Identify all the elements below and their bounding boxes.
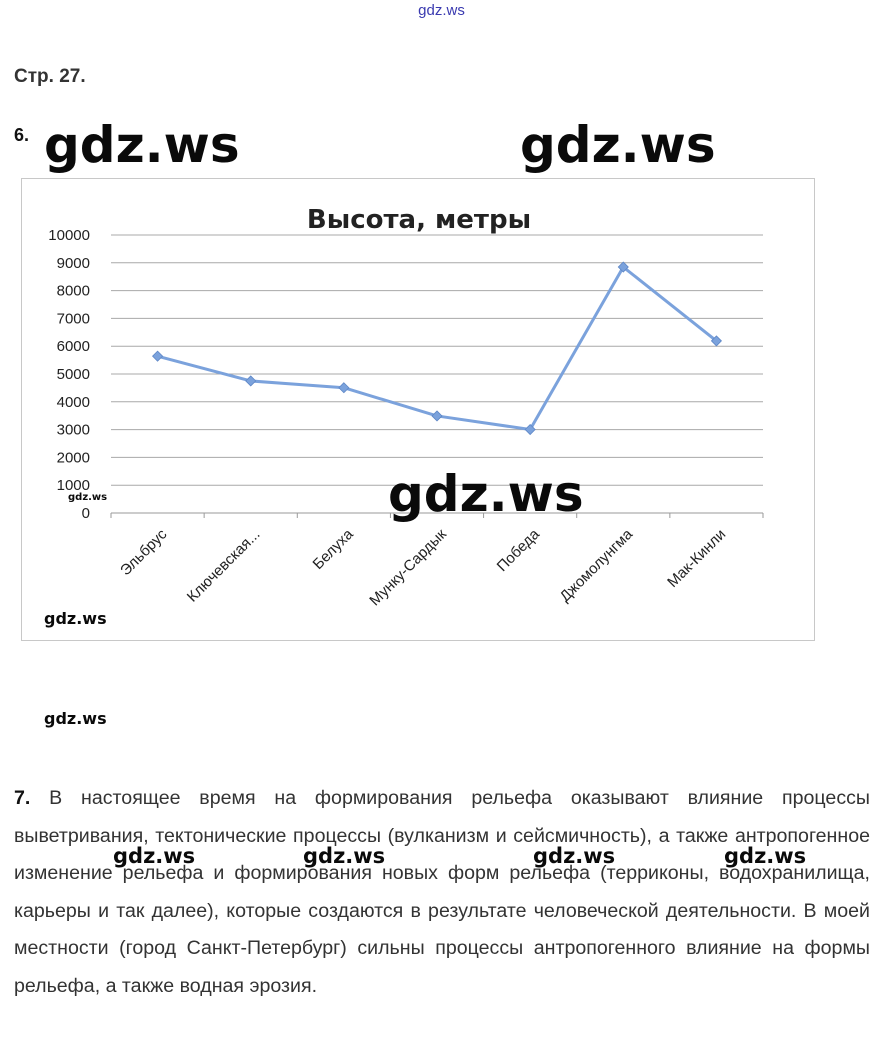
y-tick-label: 9000	[56, 254, 90, 272]
y-tick-label: 7000	[56, 310, 90, 328]
watermark-big-left: gdz.ws	[44, 116, 240, 174]
x-axis-categories	[117, 525, 729, 609]
y-tick-label: 2000	[56, 449, 90, 467]
watermark-row-4: gdz.ws	[724, 844, 807, 868]
task-7-paragraph	[14, 780, 870, 1005]
x-category-label: Эльбрус	[117, 525, 171, 580]
x-category-label: Мак-Кинли	[664, 525, 730, 591]
header-watermark: gdz.ws	[418, 2, 465, 19]
watermark-small-axis: gdz.ws	[68, 492, 108, 503]
series-line	[158, 267, 717, 429]
line-chart	[22, 179, 814, 640]
watermark-big-center: gdz.ws	[388, 465, 584, 523]
x-category-label: Победа	[493, 525, 543, 576]
y-tick-label: 10000	[48, 227, 90, 244]
watermark-row-3: gdz.ws	[533, 844, 616, 868]
series-layer	[153, 262, 722, 434]
y-tick-label: 8000	[56, 282, 90, 300]
y-tick-label: 1000	[56, 477, 90, 495]
task-7-number: 7.	[14, 787, 31, 809]
data-point-marker	[432, 411, 442, 421]
data-point-marker	[246, 376, 256, 386]
task-7-text: В настоящее время на формирования рельефа оказывают влияние процессы выветривания, тектонические процессы (вулканизм и сейсмичность), а также антропогенное изменение рельефа и формирования новых форм рельефа (терриконы, водохранилища, карьеры и так далее), которые создаются в результате человеческой деятельности. В моей местности (город Санкт-Петербург) сильны процессы антропогенного влияние на формы рельефа, а также водная эрозия.	[14, 787, 870, 997]
x-category-label: Мунку-Сардык	[366, 525, 450, 610]
task-6-number: 6.	[14, 125, 30, 145]
y-tick-label: 5000	[56, 366, 90, 383]
y-tick-label: 3000	[56, 421, 90, 439]
chart-frame	[21, 178, 815, 641]
watermark-big-right: gdz.ws	[520, 116, 716, 174]
x-category-label: Белуха	[309, 525, 357, 573]
y-axis-ticks	[48, 227, 90, 522]
y-tick-label: 4000	[56, 393, 90, 411]
watermark-small-chart: gdz.ws	[44, 609, 107, 628]
x-category-label: Ключевская...	[183, 525, 264, 606]
watermark-small-below: gdz.ws	[44, 709, 107, 728]
chart-title: Высота, метры	[306, 205, 532, 235]
y-tick-label: 0	[81, 505, 90, 522]
watermark-row-2: gdz.ws	[303, 844, 386, 868]
page-reference: Стр. 27.	[14, 66, 86, 87]
data-point-marker	[153, 351, 163, 361]
y-tick-label: 6000	[56, 338, 90, 356]
watermark-row-1: gdz.ws	[113, 844, 196, 868]
x-category-label: Джомолунгма	[556, 525, 637, 606]
data-point-marker	[339, 383, 349, 393]
